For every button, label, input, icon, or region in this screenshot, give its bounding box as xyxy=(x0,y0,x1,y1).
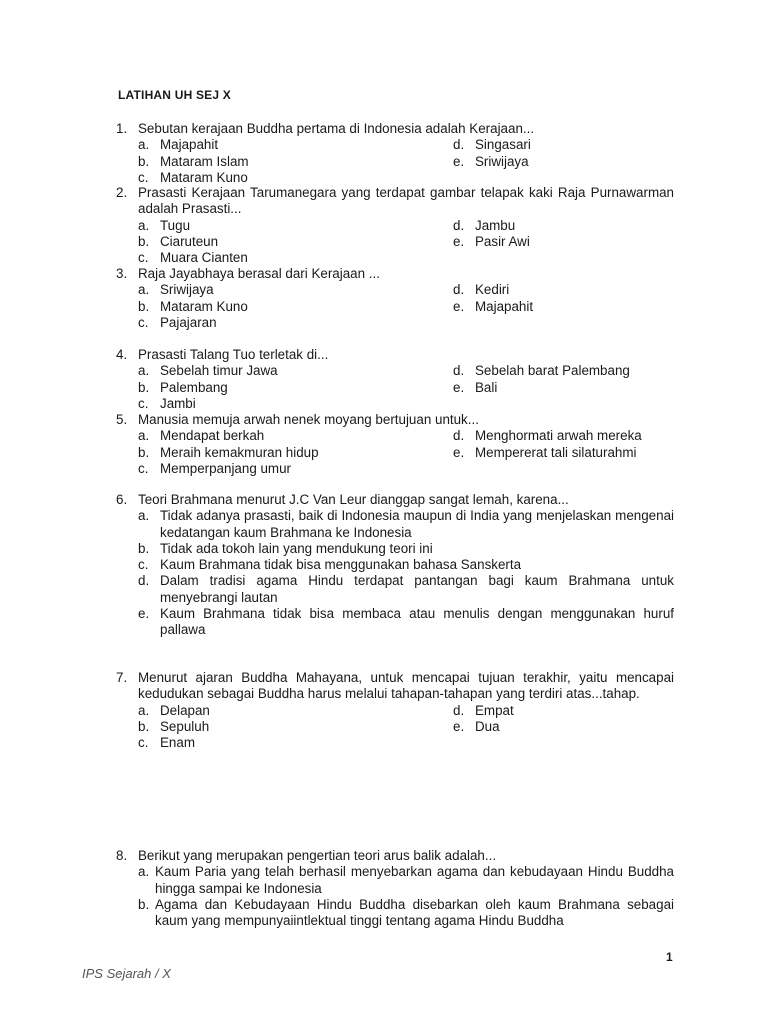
option-b: b. Tidak ada tokoh lain yang mendukung teori ini xyxy=(138,540,433,556)
question-2 xyxy=(116,185,674,266)
option-d: d. Singasari xyxy=(453,137,531,153)
question-number: 4. xyxy=(116,347,128,362)
question-number: 5. xyxy=(116,412,128,427)
option-d: d. Menghormati arwah mereka xyxy=(453,428,642,444)
option-e: e. Mempererat tali silaturahmi xyxy=(453,444,637,460)
option-a: a. Sebelah timur Jawa xyxy=(138,363,278,379)
question-text: Prasasti Kerajaan Tarumanegara yang terdapat gambar telapak kaki Raja Purnawarman adalah Prasasti... xyxy=(138,185,674,217)
question-text: Teori Brahmana menurut J.C Van Leur dianggap sangat lemah, karena... xyxy=(138,492,569,507)
option-e: e. Dua xyxy=(453,718,500,734)
option-a: a. Majapahit xyxy=(138,137,219,153)
question-number: 7. xyxy=(116,670,128,685)
question-number: 3. xyxy=(116,266,128,281)
page-footer: IPS Sejarah / X xyxy=(82,966,171,981)
question-4 xyxy=(116,347,674,412)
option-a: a. Sriwijaya xyxy=(138,282,214,298)
option-d: d. Empat xyxy=(453,702,514,718)
question-text: Prasasti Talang Tuo terletak di... xyxy=(138,347,329,362)
option-b: b. Ciaruteun xyxy=(138,233,219,249)
option-c: c. Jambi xyxy=(138,395,196,411)
option-b: b. Mataram Kuno xyxy=(138,298,248,314)
option-b: b. Palembang xyxy=(138,379,228,395)
question-number: 8. xyxy=(116,848,128,863)
option-b: b. Meraih kemakmuran hidup xyxy=(138,444,319,460)
page-title: LATIHAN UH SEJ X xyxy=(118,88,231,102)
option-d: d. Kediri xyxy=(453,282,510,298)
option-e: e. Pasir Awi xyxy=(453,233,530,249)
question-7 xyxy=(116,670,674,751)
question-8 xyxy=(116,848,674,929)
page-number: 1 xyxy=(666,950,673,964)
option-d: d. Dalam tradisi agama Hindu terdapat pantangan bagi kaum Brahmana untuk menyebrangi lautan xyxy=(138,573,674,605)
option-c: c. Enam xyxy=(138,735,195,751)
option-c: c. Memperpanjang umur xyxy=(138,460,291,476)
question-number: 2. xyxy=(116,185,128,200)
option-a: a. Tidak adanya prasasti, baik di Indonesia maupun di India yang menjelaskan mengenai kedatangan kaum Brahmana ke Indonesia xyxy=(138,508,674,540)
option-a: a. Tugu xyxy=(138,217,191,233)
option-e: e. Kaum Brahmana tidak bisa membaca atau menulis dengan menggunakan huruf pallawa xyxy=(138,606,674,638)
question-number: 1. xyxy=(116,121,128,136)
question-1 xyxy=(116,121,674,186)
question-text: Sebutan kerajaan Buddha pertama di Indonesia adalah Kerajaan... xyxy=(138,121,535,136)
option-e: e. Majapahit xyxy=(453,298,534,314)
option-b: b. Agama dan Kebudayaan Hindu Buddha disebarkan oleh kaum Brahmana sebagai kaum yang mempunyaiintlektual tinggi tentang agama Hindu Buddha xyxy=(138,896,674,929)
option-b: b. Mataram Islam xyxy=(138,153,249,169)
question-5 xyxy=(116,412,674,477)
question-3 xyxy=(116,266,674,331)
option-c: c. Kaum Brahmana tidak bisa menggunakan bahasa Sanskerta xyxy=(138,557,522,573)
option-d: d. Sebelah barat Palembang xyxy=(453,363,630,379)
question-number: 6. xyxy=(116,492,128,507)
question-text: Manusia memuja arwah nenek moyang bertujuan untuk... xyxy=(138,412,479,427)
option-c: c. Muara Cianten xyxy=(138,250,248,266)
option-b: b. Sepuluh xyxy=(138,718,210,734)
option-a: a. Delapan xyxy=(138,702,210,718)
option-c: c. Mataram Kuno xyxy=(138,169,248,185)
question-text: Menurut ajaran Buddha Mahayana, untuk mencapai tujuan terakhir, yaitu mencapai kedudukan sebagai Buddha harus melalui tahapan-tahapan yang terdiri atas...tahap. xyxy=(138,670,674,702)
question-text: Raja Jayabhaya berasal dari Kerajaan ... xyxy=(138,266,380,281)
question-6 xyxy=(116,492,674,639)
question-text: Berikut yang merupakan pengertian teori arus balik adalah... xyxy=(138,848,497,863)
option-e: e. Sriwijaya xyxy=(453,153,529,169)
option-a: a. Kaum Paria yang telah berhasil menyebarkan agama dan kebudayaan Hindu Buddha hingga sampai ke Indonesia xyxy=(138,864,674,896)
option-e: e. Bali xyxy=(453,379,498,395)
option-a: a. Mendapat berkah xyxy=(138,428,265,444)
option-c: c. Pajajaran xyxy=(138,314,217,330)
option-d: d. Jambu xyxy=(453,217,516,233)
